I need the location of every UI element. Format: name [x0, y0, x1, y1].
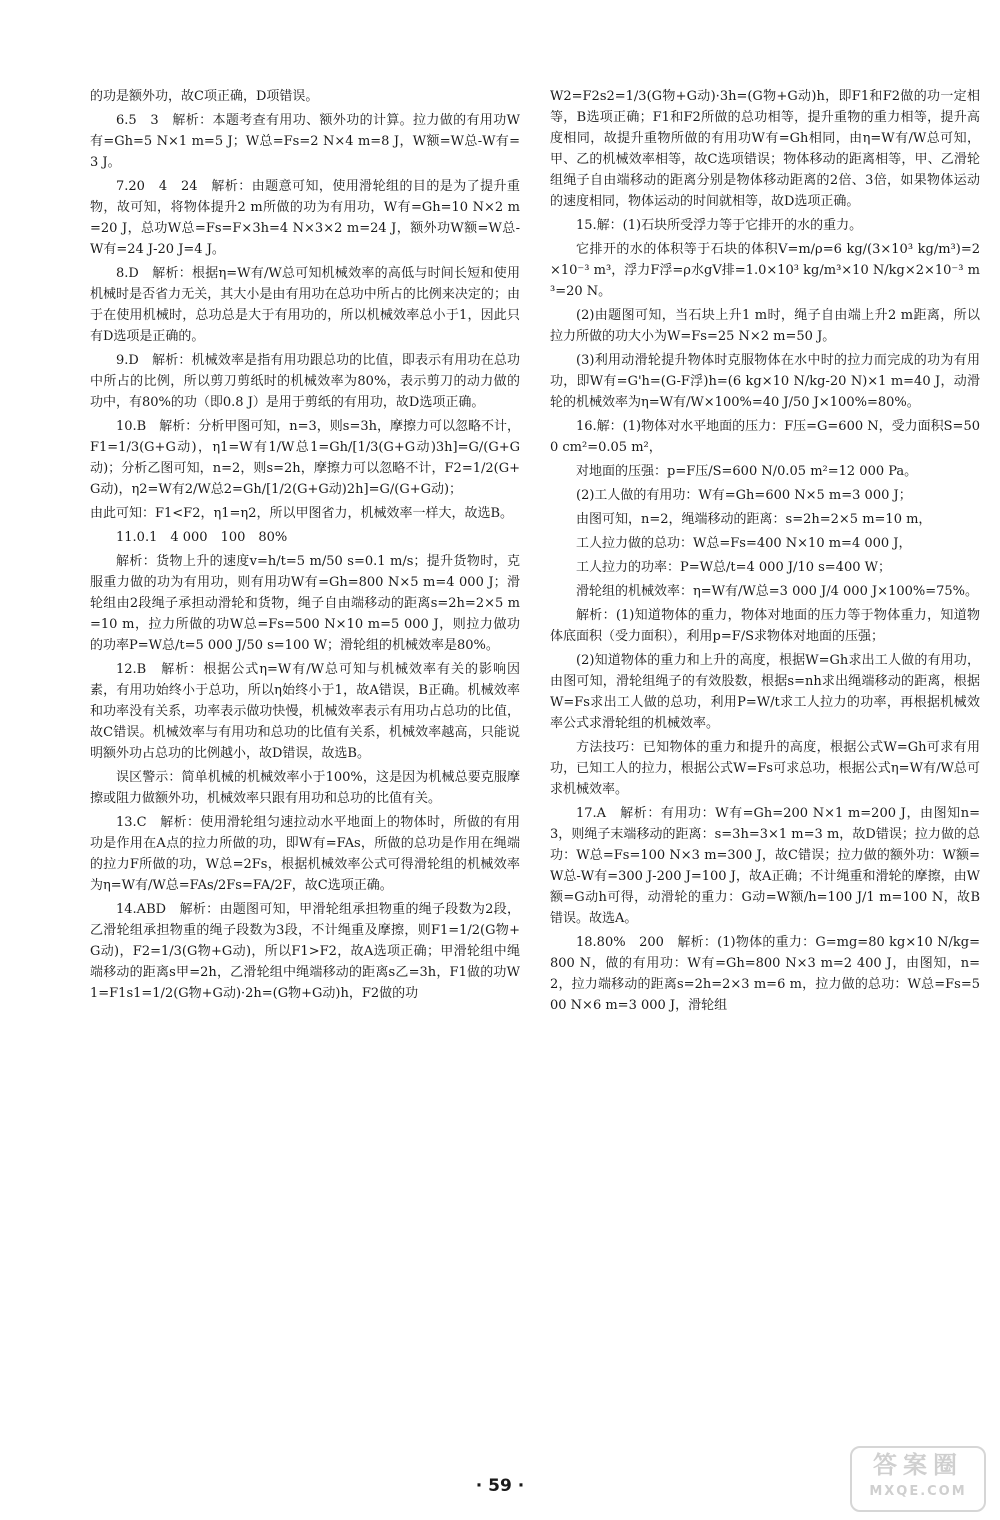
paragraph: 8.D 解析：根据η=W有/W总可知机械效率的高低与时间长短和使用机械时是否省力无关，其大小是由有用功在总功中所占的比例来决定的；由于在使用机械时，总功总是大于有用功的，所以机械效率总小于1，因此只有D选项是正确的。	[90, 266, 520, 344]
paragraph: 14.ABD 解析：由题图可知，甲滑轮组承担物重的绳子段数为2段，乙滑轮组承担物重的绳子段数为3段，不计绳重及摩擦，则F1=1/2(G物+G动)，F2=1/3(G物+G动)，所以F1>F2，故A选项正确；甲滑轮组中绳端移动的距离s甲=2h，乙滑轮组中绳端移动的距离s乙=3h，F1做的功W1=F1s1=1/2(G物+G动)·2h=(G物+G动)h，F2做的功	[90, 902, 520, 1001]
paragraph: 16.解：(1)物体对水平地面的压力：F压=G=600 N，受力面积S=500 cm²=0.05 m²，	[550, 419, 980, 455]
paragraph: 由图可知，n=2，绳端移动的距离：s=2h=2×5 m=10 m，	[576, 512, 932, 527]
paragraph: 17.A 解析：有用功：W有=Gh=200 N×1 m=200 J，由图知n=3，则绳子末端移动的距离：s=3h=3×1 m=3 m，故D错误；拉力做的总功：W总=Fs=100 N×3 m=300 J，故C错误；拉力做的额外功：W额=W总-W有=300 J-200 J=100 J，故A正确；不计绳重和滑轮的摩擦，由W额=G动h可得，动滑轮的重力：G动=W额/h=100 J/1 m=100 N，故B错误。故选A。	[550, 806, 980, 926]
right-column	[550, 86, 980, 1019]
left-column	[90, 86, 520, 1007]
paragraph: 9.D 解析：机械效率是指有用功跟总功的比值，即表示有用功在总功中所占的比例，所以剪刀剪纸时的机械效率为80%，表示剪刀的动力做的功中，有80%的功（即0.8 J）是用于剪纸的有用功，故D选项正确。	[90, 353, 520, 410]
paragraph: W2=F2s2=1/3(G物+G动)·3h=(G物+G动)h，即F1和F2做的功一定相等，B选项正确；F1和F2所做的总功相等，提升重物的重力相等，提升高度相同，故提升重物所做的有用功W有=Gh相同，由η=W有/W总可知，甲、乙的机械效率相等，故C选项错误；物体移动的距离相等，甲、乙滑轮组绳子自由端移动的距离分别是物体移动距离的2倍、3倍，如果物体运动的速度相同，物体运动的时间就相等，故D选项正确。	[550, 89, 980, 209]
paragraph: 12.B 解析：根据公式η=W有/W总可知与机械效率有关的影响因素，有用功始终小于总功，所以η始终小于1，故A错误，B正确。机械效率和功率没有关系，功率表示做功快慢，机械效率表示有用功占总功的比值，故C错误。机械效率与有用功和总功的比值有关系，机械效率越高，只能说明额外功占总功的比例越小，故D错误，故选B。	[90, 662, 520, 761]
paragraph: 7.20 4 24 解析：由题意可知，使用滑轮组的目的是为了提升重物，故可知，将物体提升2 m所做的功为有用功，W有=Gh=10 N×2 m=20 J，总功W总=Fs=F×3h=4 N×3×2 m=24 J，额外功W额=W总-W有=24 J-20 J=4 J。	[90, 179, 520, 257]
paragraph: 11.0.1 4 000 100 80%	[116, 530, 288, 545]
paragraph: 18.80% 200 解析：(1)物体的重力：G=mg=80 kg×10 N/kg=800 N，做的有用功：W有=Gh=800 N×3 m=2 400 J，由图知，n=2，拉力端移动的距离s=2h=2×3 m=6 m，拉力做的总功：W总=Fs=500 N×6 m=3 000 J，滑轮组	[550, 935, 980, 1013]
paragraph: (3)利用动滑轮提升物体时克服物体在水中时的拉力而完成的功为有用功，即W有=G'h=(G-F浮)h=(6 kg×10 N/kg-20 N)×1 m=40 J，动滑轮的机械效率为η=W有/W×100%=40 J/50 J×100%=80%。	[550, 353, 980, 410]
paragraph: 方法技巧：已知物体的重力和提升的高度，根据公式W=Gh可求有用功，已知工人的拉力，根据公式W=Fs可求总功，根据公式η=W有/W总可求机械效率。	[550, 740, 980, 797]
paragraph: 解析：货物上升的速度v=h/t=5 m/50 s=0.1 m/s；提升货物时，克服重力做的功为有用功，则有用功W有=Gh=800 N×5 m=4 000 J；滑轮组由2段绳子承担动滑轮和货物，绳子自由端移动的距离s=2h=2×5 m=10 m，拉力所做的功W总=Fs=500 N×10 m=5 000 J，则拉力做功的功率P=W总/t=5 000 J/50 s=100 W；滑轮组的机械效率是80%。	[90, 554, 520, 653]
paragraph: 误区警示：简单机械的机械效率小于100%，这是因为机械总要克服摩擦或阻力做额外功，机械效率只跟有用功和总功的比值有关。	[90, 770, 520, 806]
paragraph: 13.C 解析：使用滑轮组匀速拉动水平地面上的物体时，所做的有用功是作用在A点的拉力所做的功，即W有=FAs，所做的总功是作用在绳端的拉力F所做的功，W总=2Fs，根据机械效率公式可得滑轮组的机械效率为η=W有/W总=FAs/2Fs=FA/2F，故C选项正确。	[90, 815, 520, 893]
paragraph: (2)知道物体的重力和上升的高度，根据W=Gh求出工人做的有用功，由图可知，滑轮组绳子的有效股数，根据s=nh求出绳端移动的距离，根据W=Fs求出工人做的总功，利用P=W/t求工人拉力的功率，再根据机械效率公式求滑轮组的机械效率。	[550, 653, 980, 731]
paragraph: (2)由题图可知，当石块上升1 m时，绳子自由端上升2 m距离，所以拉力所做的功大小为W=Fs=25 N×2 m=50 J。	[550, 308, 980, 344]
paragraph: (2)工人做的有用功：W有=Gh=600 N×5 m=3 000 J；	[576, 488, 912, 503]
watermark-title: 答案圈	[873, 1451, 963, 1479]
paragraph: 6.5 3 解析：本题考查有用功、额外功的计算。拉力做的有用功W有=Gh=5 N×1 m=5 J；W总=Fs=2 N×4 m=8 J，W额=W总-W有=3 J。	[90, 113, 520, 170]
paragraph: 15.解：(1)石块所受浮力等于它排开的水的重力。	[576, 218, 863, 233]
paragraph: 工人拉力的功率：P=W总/t=4 000 J/10 s=400 W；	[576, 560, 891, 575]
paragraph: 解析：(1)知道物体的重力，物体对地面的压力等于物体重力，知道物体底面积（受力面积），利用p=F/S求物体对地面的压强；	[550, 608, 980, 644]
watermark-url: MXQE.COM	[869, 1484, 967, 1499]
paragraph: 滑轮组的机械效率：η=W有/W总=3 000 J/4 000 J×100%=75%。	[576, 584, 979, 599]
paragraph: 对地面的压强：p=F压/S=600 N/0.05 m²=12 000 Pa。	[576, 464, 918, 479]
paragraph: 10.B 解析：分析甲图可知，n=3，则s=3h，摩擦力可以忽略不计，F1=1/3(G+G动)，η1=W有1/W总1=Gh/[1/3(G+G动)3h]=G/(G+G动)；分析乙图可知，n=2，则s=2h，摩擦力可以忽略不计，F2=1/2(G+G动)，η2=W有2/W总2=Gh/[1/2(G+G动)2h]=G/(G+G动)；	[90, 419, 520, 497]
paragraph: 由此可知：F1<F2，η1=η2，所以甲图省力，机械效率一样大，故选B。	[90, 506, 514, 521]
paragraph: 的功是额外功，故C项正确，D项错误。	[90, 89, 319, 104]
paragraph: 它排开的水的体积等于石块的体积V=m/ρ=6 kg/(3×10³ kg/m³)=2×10⁻³ m³，浮力F浮=ρ水gV排=1.0×10³ kg/m³×10 N/kg×2×10⁻³ m³=20 N。	[550, 242, 980, 299]
watermark-logo	[850, 1446, 986, 1512]
page-number: · 59 ·	[475, 1476, 525, 1496]
paragraph: 工人拉力做的总功：W总=Fs=400 N×10 m=4 000 J，	[576, 536, 912, 551]
